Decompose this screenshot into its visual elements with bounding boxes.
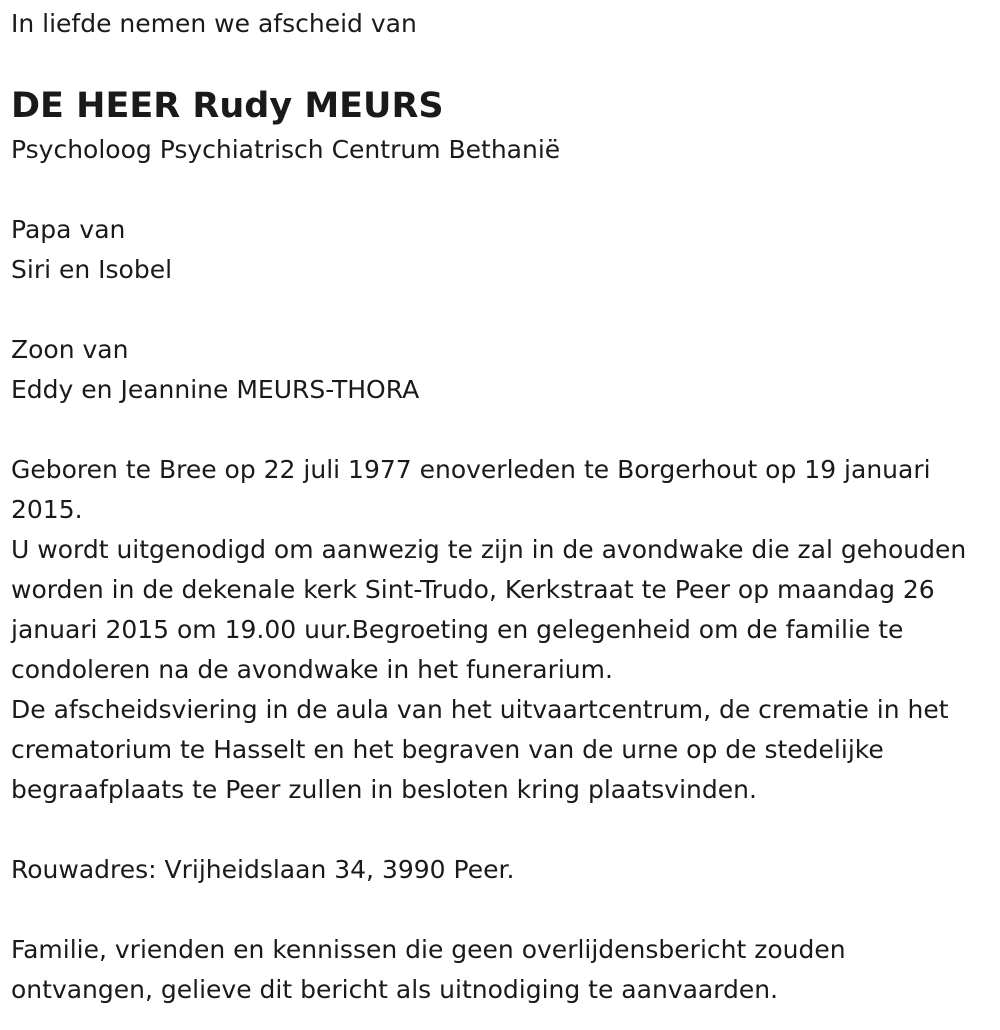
spacer: [11, 290, 986, 330]
birth-death-paragraph: Geboren te Bree op 22 juli 1977 enoverleden te Borgerhout op 19 januari 2015.: [11, 455, 931, 524]
parents-names: Eddy en Jeannine MEURS-THORA: [11, 375, 420, 404]
spacer: [11, 410, 986, 450]
children-label: Papa van: [11, 215, 126, 244]
children-names: Siri en Isobel: [11, 255, 173, 284]
wake-paragraph: U wordt uitgenodigd om aanwezig te zijn in de avondwake die zal gehouden worden in de dekenale kerk Sint-Trudo, Kerkstraat te Peer op maandag 26 januari 2015 om 19.00 uur.Begroeting en gelegenheid om de familie te condoleren na de avondwake in het funerarium.: [11, 535, 967, 684]
invitation-notice: Familie, vrienden en kennissen die geen overlijdensbericht zouden ontvangen, gelieve dit bericht als uitnodiging te aanvaarden.: [11, 935, 846, 1004]
spacer: [11, 890, 986, 930]
obituary-document: [11, 4, 986, 1010]
farewell-paragraph: De afscheidsviering in de aula van het uitvaartcentrum, de crematie in het crematorium te Hasselt en het begraven van de urne op de stedelijke begraafplaats te Peer zullen in besloten kring plaatsvinden.: [11, 695, 949, 804]
parents-label: Zoon van: [11, 335, 129, 364]
intro-line: In liefde nemen we afscheid van: [11, 9, 417, 38]
mourning-address: Rouwadres: Vrijheidslaan 34, 3990 Peer.: [11, 855, 515, 884]
deceased-name: DE HEER Rudy MEURS: [11, 86, 444, 126]
deceased-profession: Psycholoog Psychiatrisch Centrum Bethanië: [11, 135, 561, 164]
spacer: [11, 810, 986, 850]
spacer: [11, 170, 986, 210]
